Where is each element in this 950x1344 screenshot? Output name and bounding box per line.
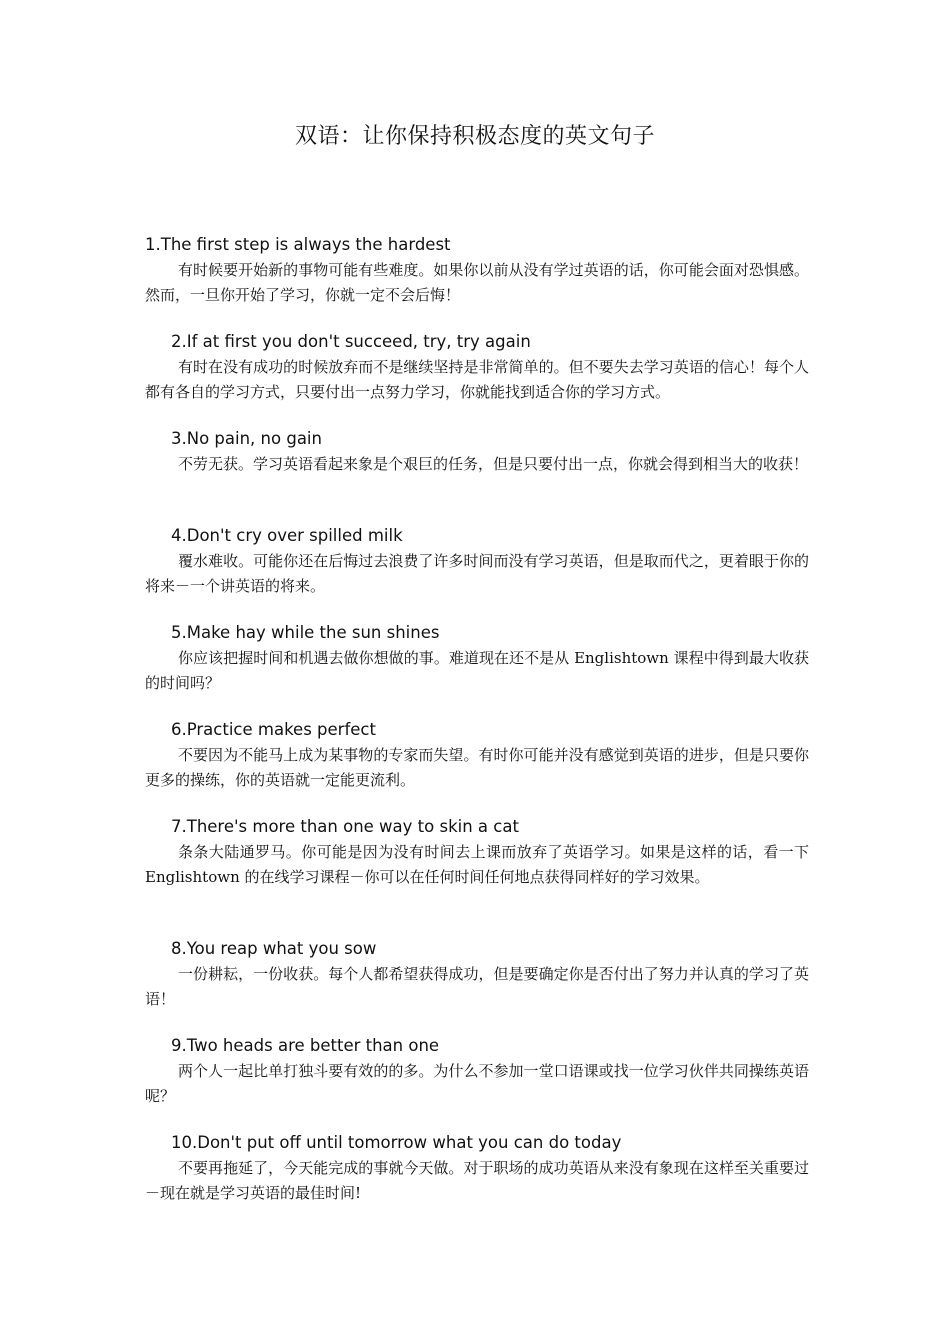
item-translation: 你应该把握时间和机遇去做你想做的事。难道现在还不是从 Englishtown 课程中得到最大收获的时间吗？ xyxy=(145,649,809,692)
item-heading: 7.There's more than one way to skin a cat xyxy=(171,817,519,836)
item-heading: 1.The first step is always the hardest xyxy=(145,235,451,254)
item-heading: 10.Don't put off until tomorrow what you can do today xyxy=(171,1133,622,1152)
page-title: 双语：让你保持积极态度的英文句子 xyxy=(294,124,655,149)
item-translation: 一份耕耘，一份收获。每个人都希望获得成功，但是要确定你是否付出了努力并认真的学习了英语！ xyxy=(145,965,809,1008)
item-translation: 不要因为不能马上成为某事物的专家而失望。有时你可能并没有感觉到英语的进步，但是只要你更多的操练，你的英语就一定能更流利。 xyxy=(145,746,809,789)
list-item xyxy=(145,232,809,329)
list-item xyxy=(145,814,809,936)
item-heading: 3.No pain, no gain xyxy=(171,429,322,448)
item-translation: 有时在没有成功的时候放弃而不是继续坚持是非常简单的。但不要失去学习英语的信心！每个人都有各自的学习方式，只要付出一点努力学习，你就能找到适合你的学习方式。 xyxy=(145,358,809,401)
item-translation: 条条大陆通罗马。你可能是因为没有时间去上课而放弃了英语学习。如果是这样的话，看一下 Englishtown 的在线学习课程－你可以在任何时间任何地点获得同样好的学习效果。 xyxy=(145,843,809,886)
list-item xyxy=(145,523,809,620)
list-item xyxy=(145,717,809,814)
item-heading: 4.Don't cry over spilled milk xyxy=(171,526,403,545)
sentence-list xyxy=(145,232,809,1227)
list-item xyxy=(145,426,809,523)
item-heading: 9.Two heads are better than one xyxy=(171,1036,440,1055)
list-item xyxy=(145,329,809,426)
list-item xyxy=(145,1033,809,1130)
item-translation: 不劳无获。学习英语看起来象是个艰巨的任务，但是只要付出一点，你就会得到相当大的收获！ xyxy=(178,455,809,473)
item-heading: 2.If at first you don't succeed, try, try again xyxy=(171,332,531,351)
item-translation: 有时候要开始新的事物可能有些难度。如果你以前从没有学过英语的话，你可能会面对恐惧感。然而，一旦你开始了学习，你就一定不会后悔！ xyxy=(145,261,809,304)
list-item xyxy=(145,936,809,1033)
item-heading: 8.You reap what you sow xyxy=(171,939,377,958)
item-heading: 6.Practice makes perfect xyxy=(171,720,376,739)
item-translation: 覆水难收。可能你还在后悔过去浪费了许多时间而没有学习英语，但是取而代之，更着眼于你的将来－一个讲英语的将来。 xyxy=(145,552,809,595)
item-translation: 不要再拖延了，今天能完成的事就今天做。对于职场的成功英语从来没有象现在这样至关重要过－现在就是学习英语的最佳时间! xyxy=(145,1159,809,1202)
list-item xyxy=(145,1130,809,1227)
item-translation: 两个人一起比单打独斗要有效的的多。为什么不参加一堂口语课或找一位学习伙伴共同操练英语呢？ xyxy=(145,1062,809,1105)
list-item xyxy=(145,620,809,717)
item-heading: 5.Make hay while the sun shines xyxy=(171,623,440,642)
